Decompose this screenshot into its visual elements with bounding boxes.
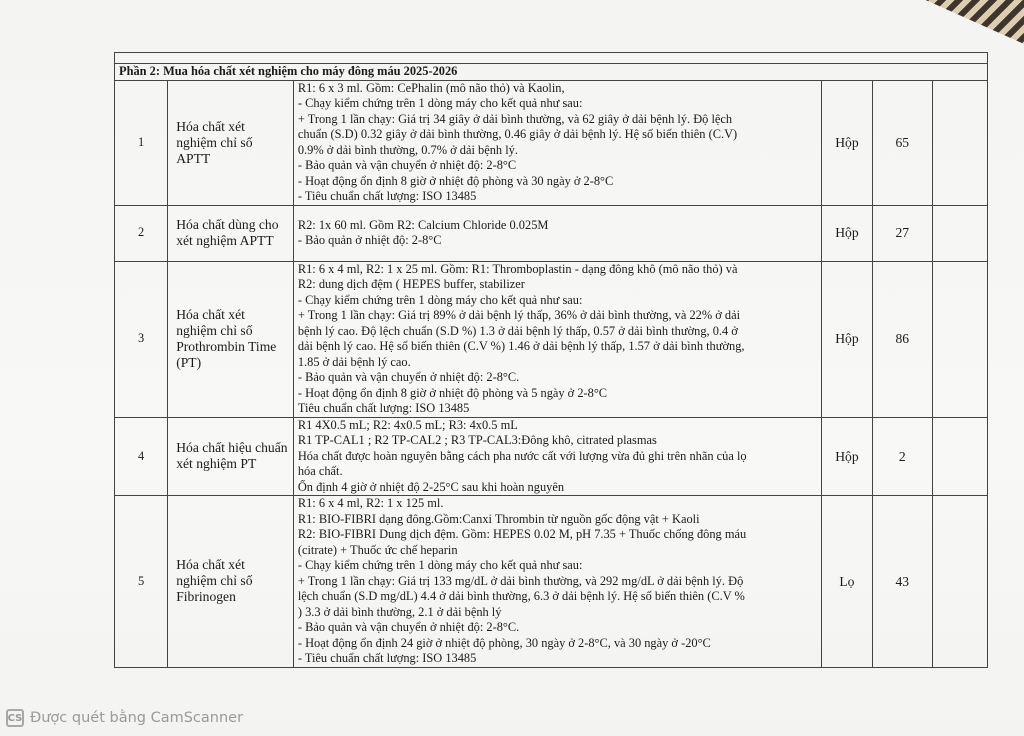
product-name: Hóa chất dùng cho xét nghiệm APTT [168, 205, 294, 261]
row-number: 3 [115, 261, 168, 417]
row-number: 1 [115, 80, 168, 205]
spec-line: R1: BIO-FIBRI dạng đông.Gồm:Canxi Thrombin từ nguồn gốc động vật + Kaoli [297, 511, 700, 526]
spec-line: + Trong 1 lần chạy: Giá trị 89% ở dải bệnh lý thấp, 36% ở dải bình thường, và 22% ở dải [297, 308, 741, 322]
camscanner-watermark [6, 708, 243, 728]
table-top-border [115, 53, 988, 64]
spec-line: Ổn định 4 giờ ở nhiệt độ 2-25°C sau khi hoàn nguyên [297, 479, 565, 494]
quantity: 86 [872, 261, 932, 417]
spec-line: + Trong 1 lần chạy: Giá trị 133 mg/dL ở dải bình thường, và 292 mg/dL ở dải bệnh lý. Độ [297, 573, 744, 588]
spec-line: R2: 1x 60 ml. Gồm R2: Calcium Chloride 0.025M [297, 217, 549, 232]
procurement-table [114, 52, 988, 668]
row-number: 5 [115, 496, 168, 668]
spec-line: - Hoạt động ổn định 8 giờ ở nhiệt độ phòng và 30 ngày ở 2-8°C [297, 173, 614, 188]
product-spec [293, 496, 821, 668]
quantity: 65 [872, 80, 932, 205]
spec-line: + Trong 1 lần chạy: Giá trị 34 giây ở dải bình thường, và 62 giây ở dải bệnh lý. Độ lệch [297, 111, 733, 126]
watermark-text: Được quét bằng CamScanner [30, 710, 244, 726]
unit: Lọ [821, 496, 872, 668]
table-row [115, 496, 988, 668]
quantity: 43 [872, 496, 932, 668]
table-row [115, 80, 988, 205]
unit: Hộp [821, 261, 872, 417]
spec-line: ) 3.3 ở dải bình thường, 2.1 ở dải bệnh lý [297, 604, 502, 619]
table-row [115, 205, 988, 261]
product-name: Hóa chất hiệu chuẩn xét nghiệm PT [168, 417, 294, 496]
spec-line: Hóa chất được hoàn nguyên bằng cách pha nước cất với lượng vừa đủ ghi trên nhãn của lọ [297, 448, 747, 463]
spec-line: chuẩn (S.D) 0.32 giây ở dải bình thường, 0.46 giây ở dải bệnh lý. Hệ số biến thiên (C.V) [297, 127, 738, 141]
spec-line: - Tiêu chuẩn chất lượng: ISO 13485 [297, 651, 477, 665]
empty-cell [932, 205, 987, 261]
spec-line: R1: 6 x 4 ml, R2: 1 x 125 ml. [297, 496, 444, 510]
spec-line: - Bảo quản và vận chuyển ở nhiệt độ: 2-8°C [297, 158, 517, 172]
spec-line: R1: 6 x 3 ml. Gồm: CePhalin (mô não thỏ) và Kaolin, [297, 80, 565, 95]
spec-line: R1 TP-CAL1 ; R2 TP-CAL2 ; R3 TP-CAL3:Đông khô, citrated plasmas [297, 433, 657, 447]
spec-line: R2: dung dịch đệm ( HEPES buffer, stabilizer [297, 277, 525, 291]
product-spec [293, 80, 821, 205]
spec-line: - Hoạt động ổn định 24 giờ ở nhiệt độ phòng, 30 ngày ở 2-8°C, và 30 ngày ở -20°C [297, 635, 711, 650]
product-name: Hóa chất xét nghiệm chỉ số Fibrinogen [168, 496, 294, 668]
spec-line: hóa chất. [297, 464, 343, 478]
empty-cell [932, 417, 987, 496]
empty-cell [932, 261, 987, 417]
table-row [115, 261, 988, 417]
spec-line: - Bảo quản và vận chuyển ở nhiệt độ: 2-8°C. [297, 370, 520, 384]
spec-line: - Tiêu chuẩn chất lượng: ISO 13485 [297, 189, 477, 203]
spec-line: R1: 6 x 4 ml, R2: 1 x 25 ml. Gồm: R1: Thromboplastin - dạng đông khô (mô não thỏ) và [297, 261, 738, 276]
quantity: 27 [872, 205, 932, 261]
product-spec [293, 261, 821, 417]
spec-line: - Hoạt động ổn định 8 giờ ở nhiệt độ phòng và 5 ngày ở 2-8°C [297, 385, 608, 400]
camscanner-logo-icon: CS [6, 709, 24, 727]
spec-line: R1 4X0.5 mL; R2: 4x0.5 mL; R3: 4x0.5 mL [297, 417, 518, 432]
spec-line: dải bệnh lý cao. Hệ số biến thiên (C.V %) 1.46 ở dải bệnh lý thấp, 1.57 ở dải bình thường, [297, 339, 745, 353]
product-spec [293, 417, 821, 496]
row-number: 4 [115, 417, 168, 496]
spec-line: R2: BIO-FIBRI Dung dịch đệm. Gồm: HEPES 0.02 M, pH 7.35 + Thuốc chống đông máu [297, 527, 747, 541]
spec-line: - Bảo quản ở nhiệt độ: 2-8°C [297, 233, 442, 247]
row-number: 2 [115, 205, 168, 261]
spec-line: - Bảo quản và vận chuyển ở nhiệt độ: 2-8°C. [297, 620, 520, 634]
product-name: Hóa chất xét nghiệm chỉ số APTT [168, 80, 294, 205]
spec-line: bệnh lý cao. Độ lệch chuẩn (S.D %) 1.3 ở dải bệnh lý thấp, 0.57 ở dải bình thường, 0.4 ở [297, 323, 738, 338]
spec-line: - Chạy kiểm chứng trên 1 dòng máy cho kết quả như sau: [297, 292, 583, 307]
empty-cell [932, 496, 987, 668]
quantity: 2 [872, 417, 932, 496]
product-spec [293, 205, 821, 261]
spec-line: Tiêu chuẩn chất lượng: ISO 13485 [297, 401, 470, 415]
section-title: Phần 2: Mua hóa chất xét nghiệm cho máy đông máu 2025-2026 [115, 64, 988, 81]
spec-line: - Chạy kiểm chứng trên 1 dòng máy cho kết quả như sau: [297, 558, 583, 572]
spec-line: 0.9% ở dải bình thường, 0.7% ở dải bệnh lý. [297, 142, 518, 157]
spec-line: lệch chuẩn (S.D mg/dL) 4.4 ở dải bình thường, 6.3 ở dải bệnh lý. Hệ số biến thiên (C.V % [297, 589, 745, 603]
empty-cell [932, 80, 987, 205]
section-header-row [115, 64, 988, 81]
table-row [115, 417, 988, 496]
spec-line: - Chạy kiểm chứng trên 1 dòng máy cho kết quả như sau: [297, 96, 583, 110]
product-name: Hóa chất xét nghiệm chỉ số Prothrombin Time (PT) [168, 261, 294, 417]
spec-line: (citrate) + Thuốc ức chế heparin [297, 542, 458, 557]
unit: Hộp [821, 417, 872, 496]
unit: Hộp [821, 80, 872, 205]
unit: Hộp [821, 205, 872, 261]
spec-line: 1.85 ở dải bệnh lý cao. [297, 354, 411, 369]
background-object [904, 0, 1024, 44]
